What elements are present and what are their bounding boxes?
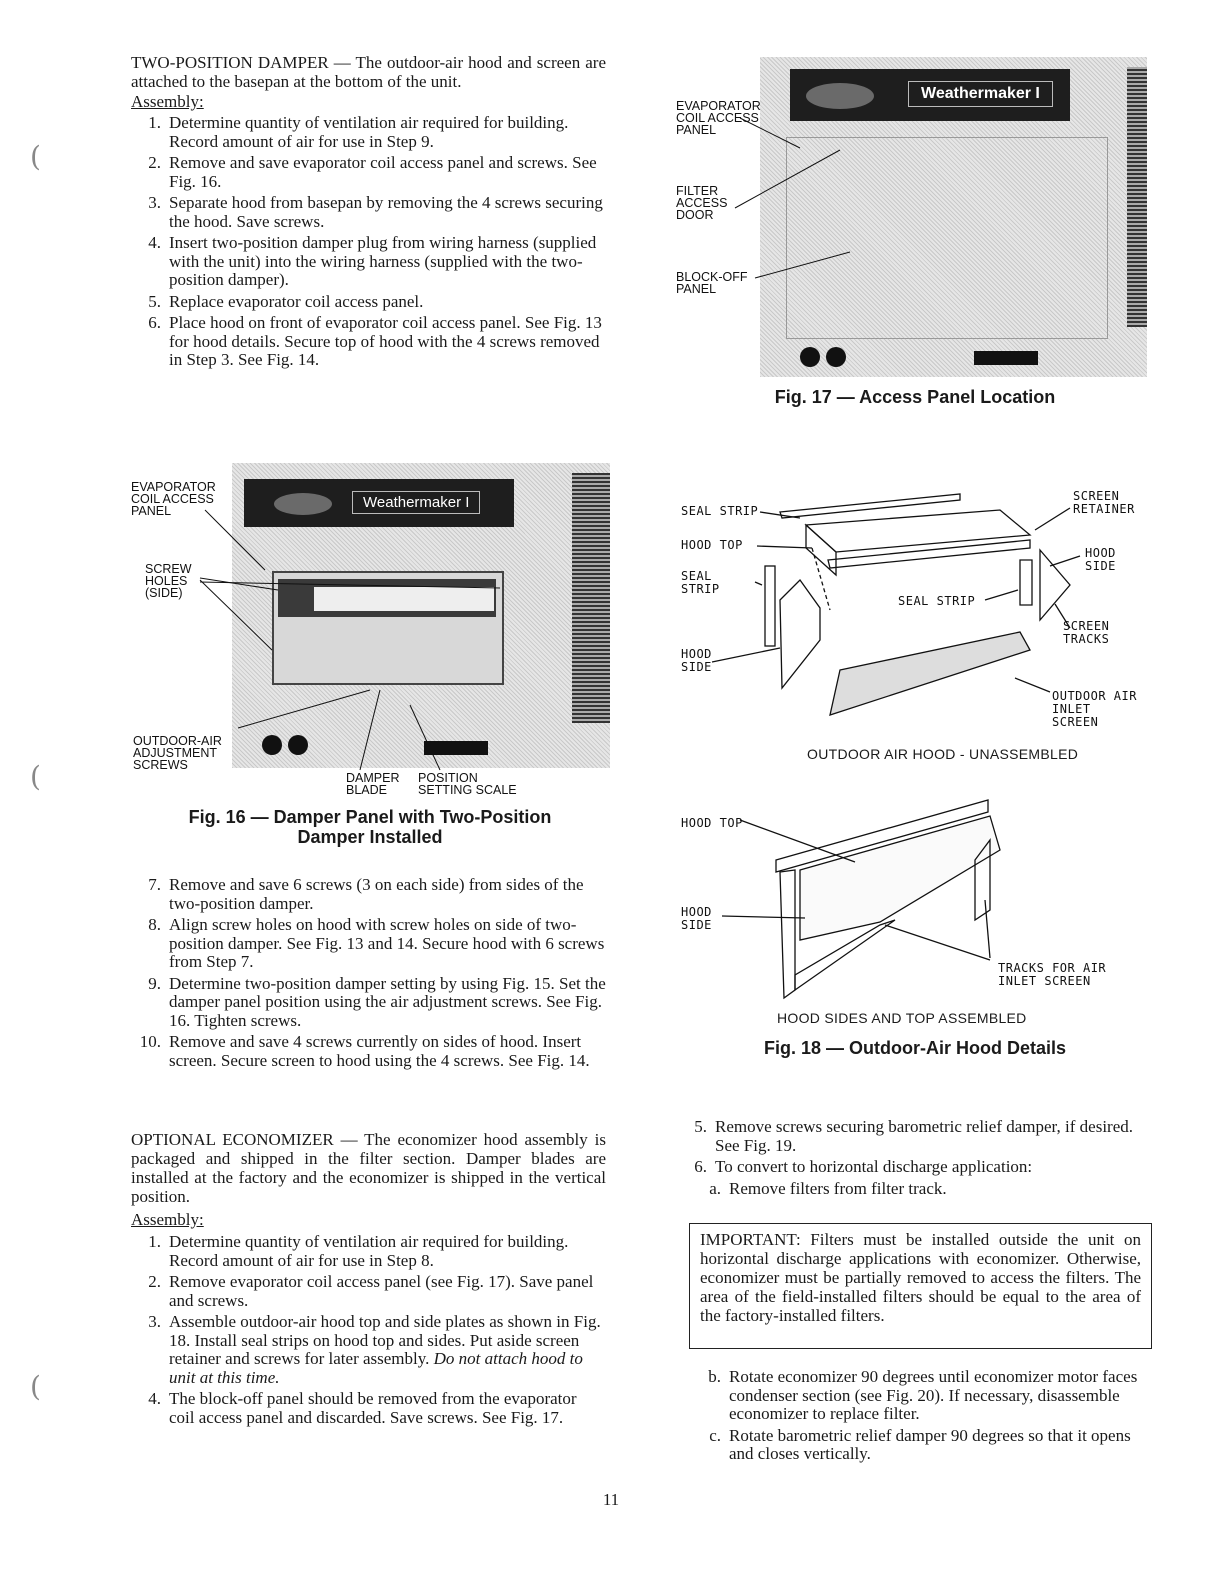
step-item: 1. Determine quantity of ventilation air required for building. Record amount of air for use in Step 9.: [148, 113, 569, 151]
step-item: 5. Replace evaporator coil access panel.: [148, 291, 424, 311]
inlet-screen: [830, 632, 1030, 715]
fig17-label-filter: FILTER ACCESS DOOR: [676, 184, 728, 222]
step-item: 9. Determine two-position damper setting by using Fig. 15. Set the damper panel position using the air adjustment screws. See Fig. 16. Tighten screws.: [148, 973, 606, 1030]
economizer-continued-2: [691, 1368, 1152, 1467]
fig18-label-hoodside1: HOOD SIDE: [681, 647, 712, 674]
fig18-label-hoodtop: HOOD TOP: [681, 538, 743, 552]
step-item: 5. Remove screws securing barometric relief damper, if desired. See Fig. 19.: [694, 1117, 1134, 1155]
step-b: b. Rotate economizer 90 degrees until economizer motor faces condenser section (see Fig. 20). If necessary, disassemble economizer to replace filter.: [708, 1367, 1138, 1423]
seal-strip-top: [780, 494, 960, 518]
fig17-label-evap: EVAPORATOR COIL ACCESS PANEL: [676, 99, 761, 137]
step-item: 10. Remove and save 4 screws currently on sides of hood. Insert screen. Secure screen to hood using the 4 screws. See Fig. 14.: [139, 1032, 590, 1070]
economizer-assembly-label: Assembly:: [131, 1210, 204, 1229]
hood-side-assembled: [780, 870, 795, 998]
fig17-caption: Fig. 17 — Access Panel Location: [774, 387, 1056, 407]
fig18-label-hoodside2: HOOD SIDE: [1085, 546, 1116, 573]
fig16-label-scale: POSITION SETTING SCALE: [418, 771, 517, 797]
fig18-label-seal3: SEAL STRIP: [898, 594, 976, 608]
step-item: 8. Align screw holes on hood with screw holes on side of two-position damper. See Fig. 13 and 14. Secure hood with 6 screws from Step 7.: [148, 915, 605, 971]
step-item: 6. To convert to horizontal discharge application:: [694, 1157, 1033, 1176]
hood-side-left: [780, 580, 820, 688]
two-position-intro: TWO-POSITION DAMPER — The outdoor-air hood and screen are attached to the basepan at the bottom of the unit.: [131, 53, 607, 91]
important-box: [689, 1223, 1152, 1349]
binder-mark-1: (: [30, 140, 41, 173]
binder-mark-2: (: [30, 760, 41, 793]
step-c: c. Rotate barometric relief damper 90 degrees so that it opens and closes vertically.: [709, 1425, 1131, 1463]
step-item: 6. Place hood on front of evaporator coil access panel. See Fig. 13 for hood details. Secure top of hood with the 4 screws removed in Step 3. See Fig. 14.: [148, 313, 602, 369]
fig18-caption: Fig. 18 — Outdoor-Air Hood Details: [763, 1038, 1066, 1058]
step-item: 2. Remove evaporator coil access panel (see Fig. 17). Save panel and screws.: [148, 1272, 594, 1310]
fig16-brand: Weathermaker I: [352, 491, 480, 514]
step-item: 3. Assemble outdoor-air hood top and side plates as shown in Fig. 18. Install seal strips on hood top and sides. Put aside screen retainer and screws for later assembly. Do not attach hood to unit at this time.: [148, 1312, 601, 1387]
fig18-label-seal2: SEAL STRIP: [681, 569, 720, 596]
step-item: 7. Remove and save 6 screws (3 on each side) from sides of the two-position damper.: [148, 875, 584, 913]
economizer-heading: OPTIONAL ECONOMIZER: [131, 1130, 334, 1149]
seal-strip-side: [765, 566, 775, 646]
step-item: 4. The block-off panel should be removed from the evaporator coil access panel and discarded. Save screws. See Fig. 17.: [148, 1389, 577, 1427]
binder-mark-3: (: [30, 1370, 41, 1403]
fig18-label-oais: OUTDOOR AIR INLET SCREEN: [1052, 689, 1137, 729]
economizer-steps-right: [677, 1118, 1152, 1177]
fig18-label-seal1: SEAL STRIP: [681, 504, 759, 518]
fig18-sub2: HOOD SIDES AND TOP ASSEMBLED: [777, 1010, 1027, 1026]
fig18-label-hoodtop2: HOOD TOP: [681, 816, 743, 830]
fig17-brand: Weathermaker I: [908, 81, 1053, 107]
fig18-label-tracks: SCREEN TRACKS: [1063, 619, 1110, 646]
economizer-continued: [677, 1118, 1152, 1201]
fig18-label-screenret: SCREEN RETAINER: [1073, 489, 1135, 516]
fig16-label-evap: EVAPORATOR COIL ACCESS PANEL: [131, 480, 216, 518]
fig16-label-screw: SCREW HOLES (SIDE): [145, 562, 192, 600]
page-number: 11: [602, 1490, 620, 1509]
step-a-list: [691, 1180, 1152, 1199]
fig18-assembled-group: [722, 800, 1000, 998]
fig17-label-block: BLOCK-OFF PANEL: [676, 270, 748, 296]
economizer-intro: OPTIONAL ECONOMIZER — The economizer hood assembly is packaged and shipped in the filter section. Damper blades are installed at the factory and the economizer is shipped in the vertical position.: [131, 1130, 606, 1206]
step-a: a. Remove filters from filter track.: [709, 1178, 947, 1198]
fig18-sub1: OUTDOOR AIR HOOD - UNASSEMBLED: [807, 746, 1079, 762]
important-text: IMPORTANT: Filters must be installed outside the unit on horizontal discharge applications with economizer. Otherwise, economizer must be partially removed to access the filters. The area of the field-installed filters should be equal to the area of the factory-installed filters.: [700, 1230, 1141, 1325]
step-bc-list: [691, 1368, 1152, 1464]
fig16-caption: Fig. 16 — Damper Panel with Two-Position Damper Installed: [188, 807, 552, 847]
fig18-label-hoodside3: HOOD SIDE: [681, 905, 712, 932]
step-item: 3. Separate hood from basepan by removing the 4 screws securing the hood. Save screws.: [148, 193, 603, 231]
step-item: 2. Remove and save evaporator coil access panel and screws. See Fig. 16.: [148, 153, 597, 191]
assembly-label: Assembly:: [131, 92, 204, 111]
step-item: 1. Determine quantity of ventilation air required for building. Record amount of air for use in Step 8.: [148, 1232, 569, 1270]
step-item: 4. Insert two-position damper plug from wiring harness (supplied with the unit) into the wiring harness (supplied with the two-position damper).: [148, 233, 597, 289]
two-position-heading: TWO-POSITION DAMPER: [131, 53, 329, 72]
fig18-label-tracks2: TRACKS FOR AIR INLET SCREEN: [998, 961, 1107, 988]
fig16-label-oa: OUTDOOR-AIR ADJUSTMENT SCREWS: [133, 734, 222, 772]
fig16-label-blade: DAMPER BLADE: [346, 771, 400, 797]
